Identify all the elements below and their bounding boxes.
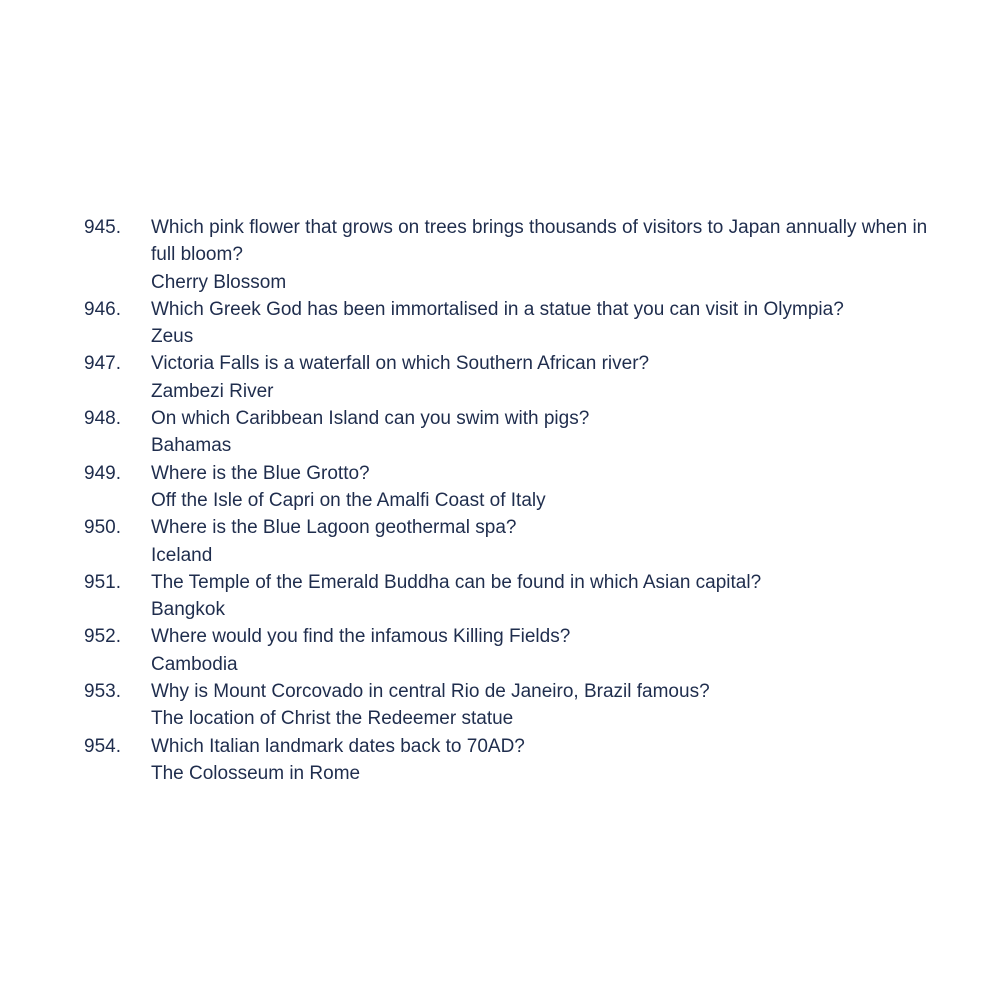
answer-text: The Colosseum in Rome (151, 762, 361, 784)
question-body (151, 405, 944, 460)
quiz-list (84, 214, 944, 787)
question-body (151, 460, 944, 515)
quiz-item (84, 514, 944, 569)
answer-text: Off the Isle of Capri on the Amalfi Coast of Italy (151, 489, 546, 511)
quiz-item (84, 623, 944, 678)
quiz-item (84, 350, 944, 405)
quiz-item (84, 678, 944, 733)
question-body (151, 678, 944, 733)
question-number: 949. (84, 462, 121, 484)
quiz-item (84, 569, 944, 624)
question-body (151, 733, 944, 788)
question-body (151, 214, 944, 296)
quiz-item (84, 405, 944, 460)
question-number: 950. (84, 517, 121, 539)
question-body (151, 296, 944, 351)
quiz-item (84, 214, 944, 296)
question-text: Which Italian landmark dates back to 70AD? (151, 735, 525, 757)
question-number: 946. (84, 298, 121, 320)
question-body (151, 569, 944, 624)
answer-text: Cherry Blossom (151, 271, 287, 293)
answer-text: Cambodia (151, 653, 238, 675)
question-number: 953. (84, 681, 121, 703)
question-text: On which Caribbean Island can you swim with pigs? (151, 408, 590, 430)
question-number: 945. (84, 217, 121, 238)
question-number: 947. (84, 353, 121, 375)
answer-text: The location of Christ the Redeemer statue (151, 708, 514, 730)
question-number: 952. (84, 626, 121, 648)
question-number: 954. (84, 735, 121, 757)
question-text: The Temple of the Emerald Buddha can be found in which Asian capital? (151, 571, 762, 593)
quiz-item (84, 296, 944, 351)
answer-text: Bangkok (151, 599, 225, 621)
answer-text: Bahamas (151, 435, 232, 457)
question-body (151, 623, 944, 678)
question-text: Where would you find the infamous Killing Fields? (151, 626, 571, 648)
question-text: Where is the Blue Lagoon geothermal spa? (151, 517, 517, 539)
question-number: 948. (84, 408, 121, 430)
question-number: 951. (84, 571, 121, 593)
question-body (151, 350, 944, 405)
question-text: Why is Mount Corcovado in central Rio de Janeiro, Brazil famous? (151, 681, 710, 703)
question-text: Which pink flower that grows on trees brings thousands of visitors to Japan annually when in full bloom? (151, 217, 928, 266)
question-text: Where is the Blue Grotto? (151, 462, 370, 484)
question-text: Which Greek God has been immortalised in a statue that you can visit in Olympia? (151, 298, 844, 320)
answer-text: Zeus (151, 326, 194, 348)
quiz-item (84, 733, 944, 788)
question-body (151, 514, 944, 569)
question-text: Victoria Falls is a waterfall on which Southern African river? (151, 353, 650, 375)
answer-text: Iceland (151, 544, 213, 566)
quiz-item (84, 460, 944, 515)
answer-text: Zambezi River (151, 380, 274, 402)
